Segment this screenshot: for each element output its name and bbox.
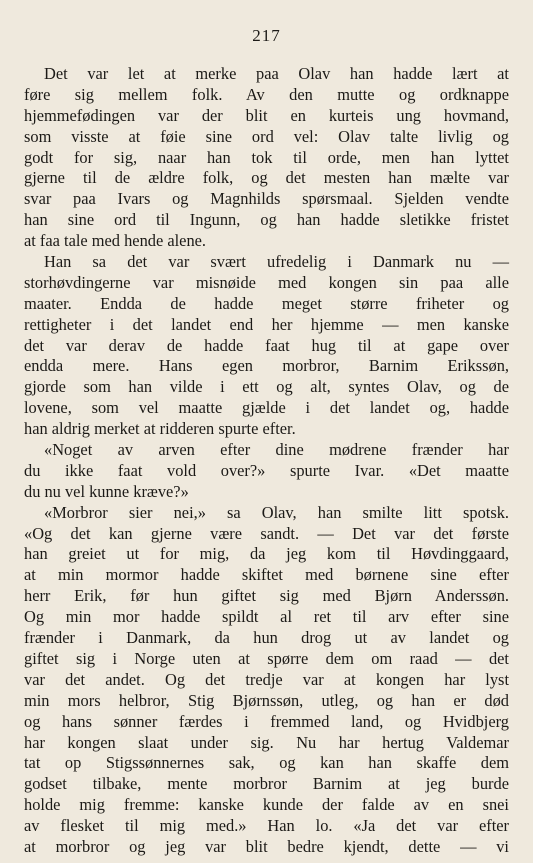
text-line: herr Erik, før hun giftet sig med Bjørn Anderssøn. — [24, 586, 509, 606]
text-line: han greiet ut for mig, da jeg kom til Høvdinggaard, — [24, 544, 509, 564]
text-line: «Noget av arven efter dine mødrene frænder har — [44, 440, 509, 460]
text-line: føre sig mellem folk. Av den mutte og ordknappe — [24, 84, 509, 104]
text-line: som visste at føie sine ord vel: Olav talte livlig og — [24, 126, 509, 146]
text-line: rettigheter i det landet end her hjemme — men kanske — [24, 314, 509, 334]
text-line: frænder i Danmark, da hun drog ut av landet og — [24, 628, 509, 648]
body-text — [24, 64, 509, 858]
text-line: lovene, som vel maatte gjælde i det landet og, hadde — [24, 398, 509, 418]
text-line: tat op Stigssønnernes sak, og kan han skaffe dem — [24, 753, 509, 773]
text-line: godset tilbake, mente morbror Barnim at jeg burde — [24, 774, 509, 794]
text-line: Det var let at merke paa Olav han hadde lært at — [44, 64, 509, 83]
text-line: var det andet. Og det tredje var at kongen har lyst — [24, 669, 509, 689]
text-line: gjorde som han vilde i ett og alt, syntes Olav, og de — [24, 377, 509, 397]
text-line: Og min mor hadde spildt al ret til arv efter sine — [24, 607, 509, 627]
text-line: godt for sig, naar han tok til orde, men han lyttet — [24, 147, 509, 167]
text-line: at morbror og jeg var blit bedre kjendt, dette — vi — [24, 836, 509, 856]
text-line: «Og det kan gjerne være sandt. — Det var det første — [24, 523, 509, 543]
text-line: og hans sønner færdes i fremmed land, og Hvidbjerg — [24, 711, 509, 731]
text-line: min mors helbror, Stig Bjørnssøn, utleg, og han er død — [24, 690, 509, 710]
text-line: storhøvdingerne var misnøide med kongen sin paa alle — [24, 272, 509, 292]
text-line: Han sa det var svært ufredelig i Danmark nu — — [44, 252, 509, 272]
text-line: at min mormor hadde skiftet med børnene sine efter — [24, 565, 509, 585]
text-line: han sine ord til Ingunn, og han hadde sletikke fristet — [24, 210, 509, 230]
text-line: holde mig fremme: kanske kunde der falde av en snei — [24, 795, 509, 815]
text-line: maater. Endda de hadde meget større friheter og — [24, 293, 509, 313]
text-line: svar paa Ivars og Magnhilds spørsmaal. Sjelden vendte — [24, 189, 509, 209]
text-line: «Morbror sier nei,» sa Olav, han smilte litt spotsk. — [44, 502, 509, 522]
text-line: at faa tale med hende alene. — [24, 231, 207, 251]
text-line: du nu vel kunne kræve?» — [24, 481, 189, 501]
text-line: endda mere. Hans egen morbror, Barnim Erikssøn, — [24, 356, 509, 376]
page-number: 217 — [252, 26, 281, 45]
text-line: av flesket til mig med.» Han lo. «Ja det var efter — [24, 816, 509, 836]
text-line: du ikke faat vold over?» spurte Ivar. «Det maatte — [24, 460, 509, 480]
text-line: gjerne til de ældre folk, og det mesten han mælte var — [24, 168, 509, 188]
text-line: det var derav de hadde faat hug til at gape over — [24, 335, 509, 355]
text-line: giftet sig i Norge uten at spørre dem om raad — det — [24, 648, 509, 668]
text-line: han aldrig merket at ridderen spurte efter. — [24, 419, 296, 439]
text-line: har kongen slaat under sig. Nu har hertug Valdemar — [24, 732, 509, 752]
text-line: hjemmefødingen var der blit en kurteis ung hovmand, — [24, 105, 509, 125]
